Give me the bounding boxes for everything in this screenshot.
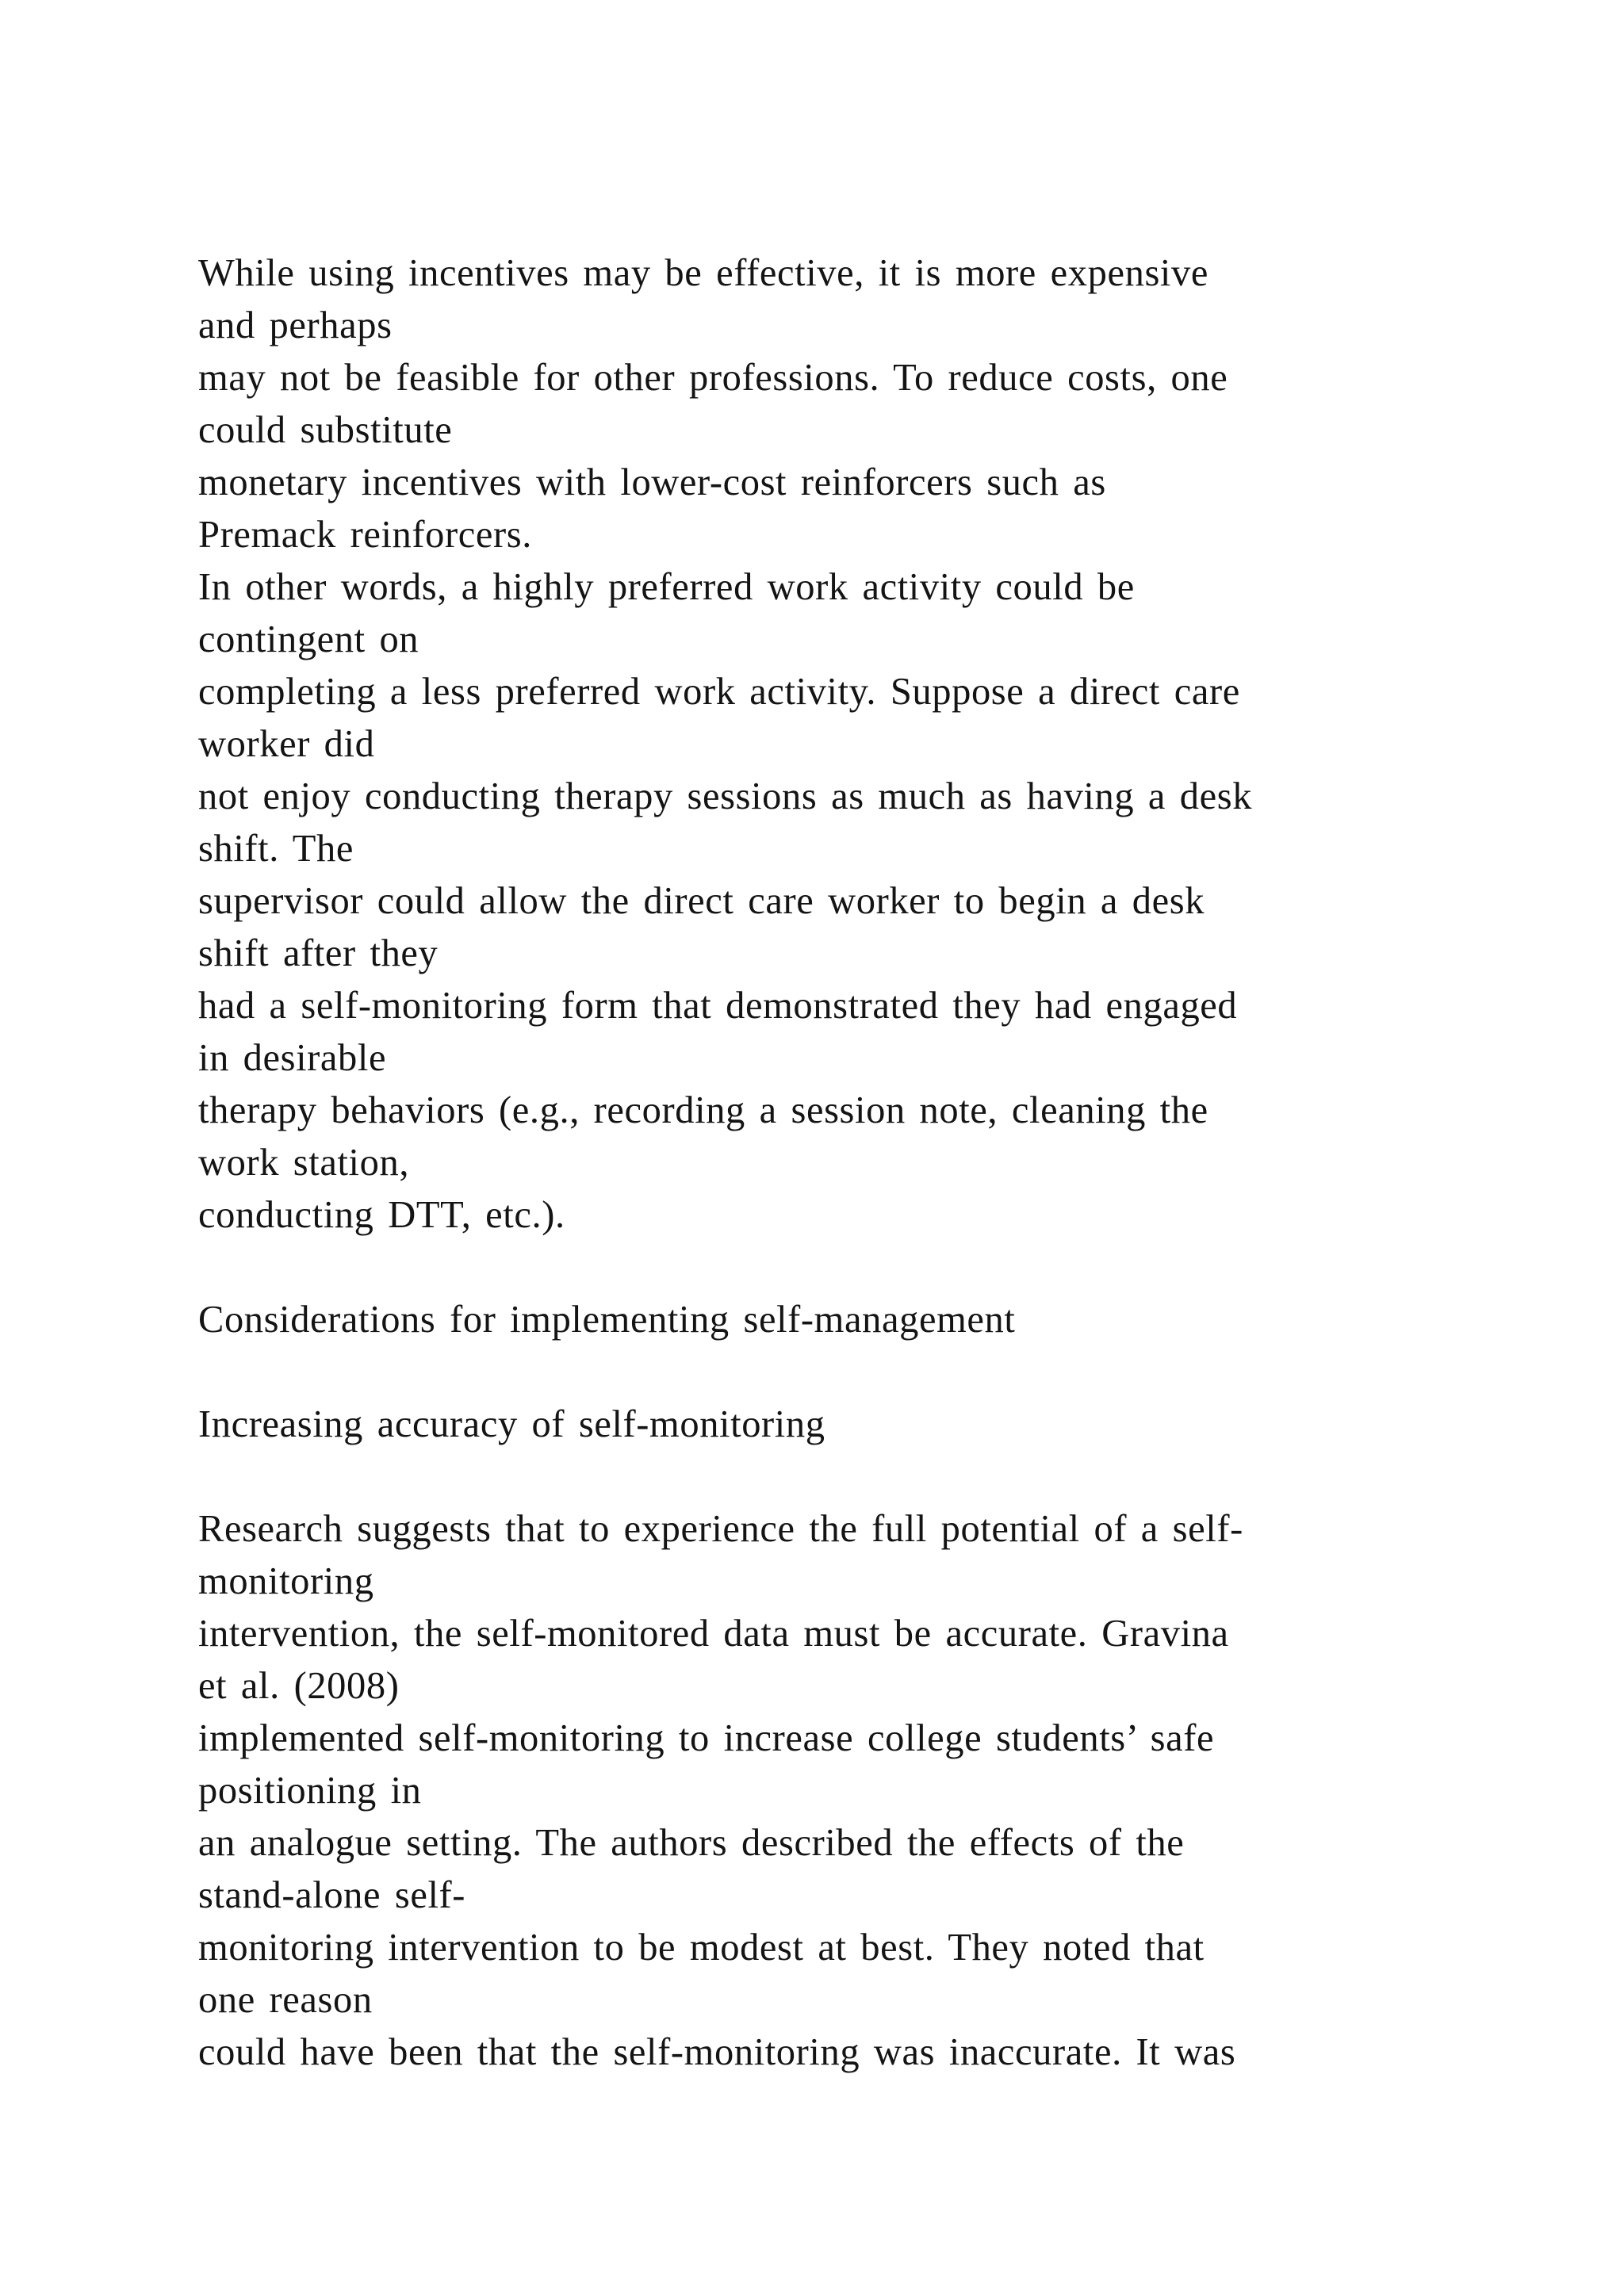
text-line: therapy behaviors (e.g., recording a session note, cleaning the xyxy=(198,1089,1208,1131)
section-heading: Considerations for implementing self-management xyxy=(198,1299,1016,1341)
text-line: may not be feasible for other professions. To reduce costs, one xyxy=(198,357,1228,399)
text-line: While using incentives may be effective, it is more expensive xyxy=(198,252,1208,294)
text-line: supervisor could allow the direct care worker to begin a desk xyxy=(198,880,1205,922)
text-line: in desirable xyxy=(198,1037,387,1079)
text-line: implemented self-monitoring to increase college students’ safe xyxy=(198,1717,1215,1759)
text-line: one reason xyxy=(198,1979,373,2021)
text-line: In other words, a highly preferred work activity could be xyxy=(198,566,1135,608)
text-line: intervention, the self-monitored data must be accurate. Gravina xyxy=(198,1613,1229,1655)
text-line: an analogue setting. The authors described the effects of the xyxy=(198,1822,1185,1864)
blank-line xyxy=(198,1451,1435,1503)
text-line: et al. (2008) xyxy=(198,1665,400,1707)
text-line: monetary incentives with lower-cost reinforcers such as xyxy=(198,461,1106,503)
text-line: conducting DTT, etc.). xyxy=(198,1194,565,1236)
text-line: completing a less preferred work activity. Suppose a direct care xyxy=(198,671,1240,713)
subsection-heading: Increasing accuracy of self-monitoring xyxy=(198,1403,825,1445)
text-line: contingent on xyxy=(198,618,419,660)
text-line: positioning in xyxy=(198,1770,422,1812)
text-line: worker did xyxy=(198,723,375,765)
text-line: could have been that the self-monitoring was inaccurate. It was xyxy=(198,2031,1236,2073)
text-line: and perhaps xyxy=(198,304,393,346)
text-line: had a self-monitoring form that demonstrated they had engaged xyxy=(198,985,1238,1027)
text-line: could substitute xyxy=(198,409,453,451)
body-text xyxy=(198,247,1435,2079)
blank-line xyxy=(198,1242,1435,1294)
text-line: monitoring intervention to be modest at best. They noted that xyxy=(198,1927,1205,1969)
blank-line xyxy=(198,1346,1435,1399)
text-line: Premack reinforcers. xyxy=(198,514,532,556)
text-line: monitoring xyxy=(198,1560,374,1602)
text-line: shift. The xyxy=(198,828,354,870)
text-line: not enjoy conducting therapy sessions as much as having a desk xyxy=(198,775,1253,817)
text-line: Research suggests that to experience the full potential of a self- xyxy=(198,1508,1243,1550)
text-line: shift after they xyxy=(198,932,439,974)
text-line: work station, xyxy=(198,1142,410,1184)
text-line: stand-alone self- xyxy=(198,1874,466,1916)
